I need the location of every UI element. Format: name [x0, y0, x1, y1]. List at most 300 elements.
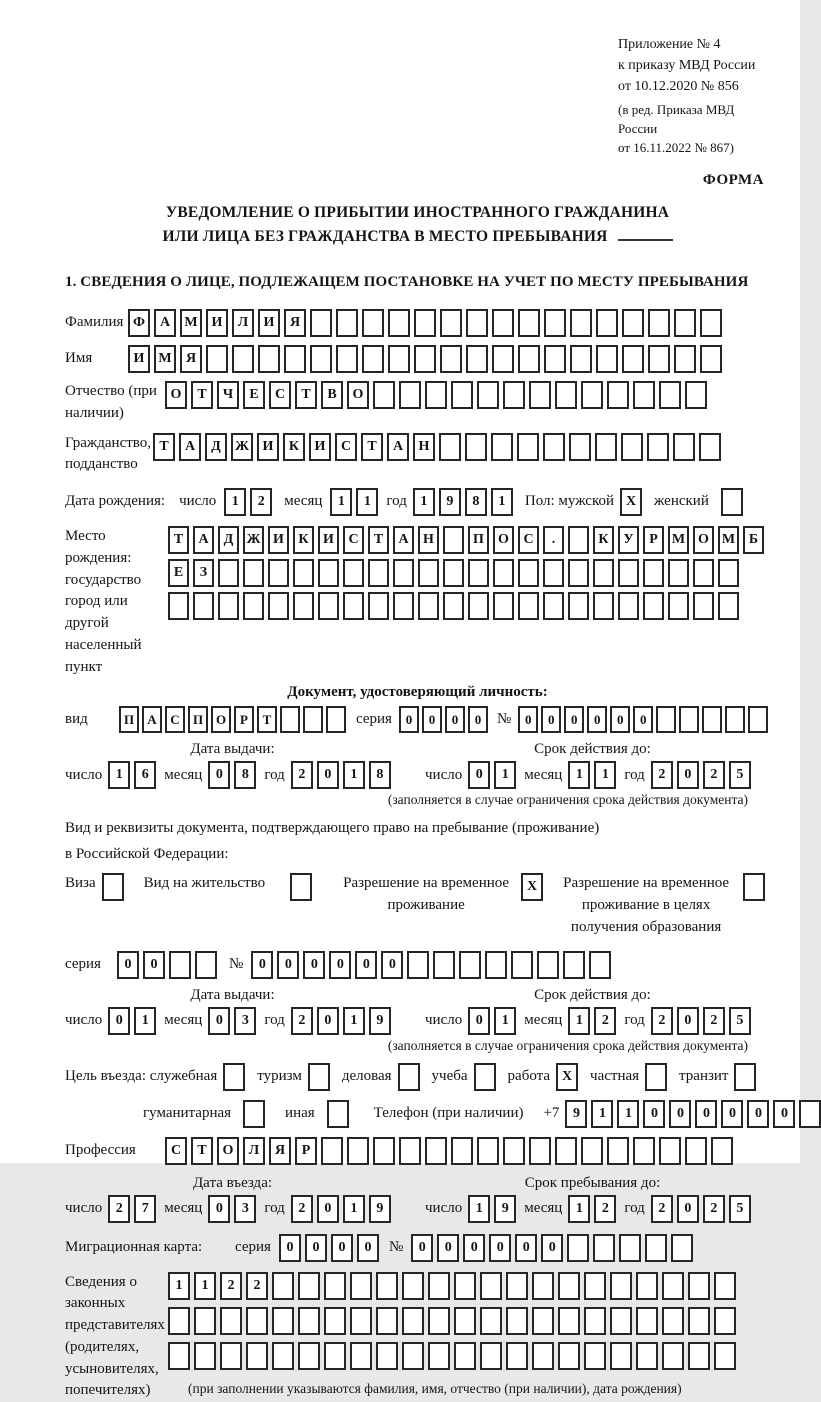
char-cell[interactable]: [659, 1137, 681, 1165]
char-cell[interactable]: [647, 433, 669, 461]
char-cell[interactable]: 1: [568, 1195, 590, 1223]
char-cell[interactable]: 0: [468, 706, 488, 733]
char-cell[interactable]: [451, 1137, 473, 1165]
purpose-tourism-checkbox[interactable]: [308, 1063, 330, 1091]
char-cell[interactable]: 1: [494, 761, 516, 789]
char-cell[interactable]: [555, 1137, 577, 1165]
char-cell[interactable]: [537, 951, 559, 979]
char-cell[interactable]: Д: [218, 526, 239, 554]
char-cell[interactable]: [218, 592, 239, 620]
char-cell[interactable]: [673, 433, 695, 461]
char-cell[interactable]: 0: [317, 761, 339, 789]
char-cell[interactable]: [662, 1307, 684, 1335]
char-cell[interactable]: 0: [422, 706, 442, 733]
char-cell[interactable]: 0: [695, 1100, 717, 1128]
char-cell[interactable]: [324, 1307, 346, 1335]
char-cell[interactable]: [407, 951, 429, 979]
char-cell[interactable]: [662, 1342, 684, 1370]
char-cell[interactable]: С: [269, 381, 291, 409]
char-cell[interactable]: [459, 951, 481, 979]
char-cell[interactable]: [596, 309, 618, 337]
char-cell[interactable]: [569, 433, 591, 461]
char-cell[interactable]: [668, 592, 689, 620]
char-cell[interactable]: [298, 1342, 320, 1370]
char-cell[interactable]: [584, 1342, 606, 1370]
char-cell[interactable]: [280, 706, 300, 733]
char-cell[interactable]: [368, 559, 389, 587]
migr-series-cells[interactable]: [279, 1234, 379, 1262]
char-cell[interactable]: [714, 1272, 736, 1300]
char-cell[interactable]: 1: [168, 1272, 190, 1300]
char-cell[interactable]: [618, 592, 639, 620]
temp-residence-checkbox[interactable]: [521, 873, 543, 901]
char-cell[interactable]: Т: [191, 381, 213, 409]
birth-day-cells[interactable]: [224, 488, 272, 516]
char-cell[interactable]: З: [193, 559, 214, 587]
char-cell[interactable]: [725, 706, 745, 733]
char-cell[interactable]: [327, 1100, 349, 1128]
char-cell[interactable]: [718, 559, 739, 587]
char-cell[interactable]: [659, 381, 681, 409]
purpose-other-checkbox[interactable]: [327, 1100, 349, 1128]
char-cell[interactable]: 0: [331, 1234, 353, 1262]
char-cell[interactable]: 0: [329, 951, 351, 979]
char-cell[interactable]: [414, 309, 436, 337]
char-cell[interactable]: 0: [463, 1234, 485, 1262]
char-cell[interactable]: [581, 381, 603, 409]
res-series-cells[interactable]: [117, 951, 217, 979]
char-cell[interactable]: [621, 433, 643, 461]
char-cell[interactable]: [506, 1342, 528, 1370]
char-cell[interactable]: О: [347, 381, 369, 409]
char-cell[interactable]: [428, 1342, 450, 1370]
char-cell[interactable]: [350, 1307, 372, 1335]
representatives-row3-cells[interactable]: [168, 1342, 736, 1370]
id-issue-day-cells[interactable]: [108, 761, 156, 789]
char-cell[interactable]: 7: [134, 1195, 156, 1223]
char-cell[interactable]: Т: [153, 433, 175, 461]
char-cell[interactable]: [518, 309, 540, 337]
res-expiry-day-cells[interactable]: [468, 1007, 516, 1035]
char-cell[interactable]: 2: [651, 1195, 673, 1223]
char-cell[interactable]: М: [180, 309, 202, 337]
char-cell[interactable]: [543, 592, 564, 620]
char-cell[interactable]: Ж: [231, 433, 253, 461]
char-cell[interactable]: Б: [743, 526, 764, 554]
char-cell[interactable]: [268, 592, 289, 620]
char-cell[interactable]: [347, 1137, 369, 1165]
char-cell[interactable]: 1: [108, 761, 130, 789]
char-cell[interactable]: [595, 433, 617, 461]
char-cell[interactable]: [268, 559, 289, 587]
char-cell[interactable]: [656, 706, 676, 733]
char-cell[interactable]: [532, 1272, 554, 1300]
entry-year-cells[interactable]: [291, 1195, 391, 1223]
char-cell[interactable]: [393, 592, 414, 620]
char-cell[interactable]: [529, 1137, 551, 1165]
char-cell[interactable]: 5: [729, 1195, 751, 1223]
char-cell[interactable]: И: [268, 526, 289, 554]
char-cell[interactable]: [633, 381, 655, 409]
char-cell[interactable]: Т: [191, 1137, 213, 1165]
char-cell[interactable]: [485, 951, 507, 979]
char-cell[interactable]: И: [128, 345, 150, 373]
profession-cells[interactable]: [165, 1137, 733, 1165]
char-cell[interactable]: [443, 559, 464, 587]
doc-type-cells[interactable]: [119, 706, 346, 733]
char-cell[interactable]: [454, 1342, 476, 1370]
char-cell[interactable]: [272, 1272, 294, 1300]
char-cell[interactable]: [206, 345, 228, 373]
char-cell[interactable]: 0: [518, 706, 538, 733]
char-cell[interactable]: Т: [295, 381, 317, 409]
char-cell[interactable]: [393, 559, 414, 587]
char-cell[interactable]: [362, 345, 384, 373]
char-cell[interactable]: [293, 559, 314, 587]
char-cell[interactable]: И: [318, 526, 339, 554]
char-cell[interactable]: [610, 1342, 632, 1370]
char-cell[interactable]: [674, 345, 696, 373]
char-cell[interactable]: 0: [381, 951, 403, 979]
char-cell[interactable]: [321, 1137, 343, 1165]
char-cell[interactable]: К: [283, 433, 305, 461]
char-cell[interactable]: С: [165, 706, 185, 733]
char-cell[interactable]: [418, 592, 439, 620]
char-cell[interactable]: 2: [703, 1007, 725, 1035]
char-cell[interactable]: [543, 559, 564, 587]
char-cell[interactable]: Т: [257, 706, 277, 733]
char-cell[interactable]: 2: [291, 1007, 313, 1035]
char-cell[interactable]: [584, 1272, 606, 1300]
char-cell[interactable]: [555, 381, 577, 409]
birthplace-row3-cells[interactable]: [168, 592, 764, 620]
char-cell[interactable]: 0: [317, 1007, 339, 1035]
char-cell[interactable]: [376, 1342, 398, 1370]
char-cell[interactable]: [688, 1272, 710, 1300]
char-cell[interactable]: 0: [677, 1007, 699, 1035]
char-cell[interactable]: 1: [134, 1007, 156, 1035]
char-cell[interactable]: [688, 1342, 710, 1370]
birthplace-row2-cells[interactable]: [168, 559, 764, 587]
char-cell[interactable]: [168, 592, 189, 620]
char-cell[interactable]: [272, 1342, 294, 1370]
char-cell[interactable]: [468, 592, 489, 620]
char-cell[interactable]: 0: [677, 761, 699, 789]
char-cell[interactable]: [645, 1063, 667, 1091]
char-cell[interactable]: [418, 559, 439, 587]
char-cell[interactable]: [619, 1234, 641, 1262]
char-cell[interactable]: [468, 559, 489, 587]
char-cell[interactable]: 2: [651, 761, 673, 789]
char-cell[interactable]: О: [165, 381, 187, 409]
char-cell[interactable]: [477, 381, 499, 409]
char-cell[interactable]: О: [217, 1137, 239, 1165]
char-cell[interactable]: [477, 1137, 499, 1165]
char-cell[interactable]: [220, 1307, 242, 1335]
char-cell[interactable]: [570, 345, 592, 373]
char-cell[interactable]: [466, 309, 488, 337]
char-cell[interactable]: 0: [208, 1195, 230, 1223]
char-cell[interactable]: [324, 1272, 346, 1300]
char-cell[interactable]: [428, 1272, 450, 1300]
char-cell[interactable]: [491, 433, 513, 461]
char-cell[interactable]: 6: [134, 761, 156, 789]
char-cell[interactable]: 0: [468, 1007, 490, 1035]
char-cell[interactable]: [440, 309, 462, 337]
char-cell[interactable]: [529, 381, 551, 409]
res-expiry-year-cells[interactable]: [651, 1007, 751, 1035]
char-cell[interactable]: 2: [108, 1195, 130, 1223]
char-cell[interactable]: [310, 309, 332, 337]
stay-year-cells[interactable]: [651, 1195, 751, 1223]
char-cell[interactable]: [376, 1272, 398, 1300]
char-cell[interactable]: Р: [234, 706, 254, 733]
char-cell[interactable]: С: [343, 526, 364, 554]
char-cell[interactable]: [440, 345, 462, 373]
temp-residence-edu-checkbox[interactable]: [743, 873, 765, 901]
char-cell[interactable]: [662, 1272, 684, 1300]
char-cell[interactable]: 9: [369, 1007, 391, 1035]
char-cell[interactable]: К: [593, 526, 614, 554]
char-cell[interactable]: 9: [565, 1100, 587, 1128]
char-cell[interactable]: [298, 1272, 320, 1300]
char-cell[interactable]: С: [518, 526, 539, 554]
char-cell[interactable]: И: [258, 309, 280, 337]
char-cell[interactable]: 0: [643, 1100, 665, 1128]
doc-number-cells[interactable]: [518, 706, 768, 733]
char-cell[interactable]: 5: [729, 761, 751, 789]
char-cell[interactable]: Ж: [243, 526, 264, 554]
id-expiry-day-cells[interactable]: [468, 761, 516, 789]
char-cell[interactable]: Я: [284, 309, 306, 337]
char-cell[interactable]: [246, 1307, 268, 1335]
char-cell[interactable]: [451, 381, 473, 409]
char-cell[interactable]: 5: [729, 1007, 751, 1035]
char-cell[interactable]: [518, 345, 540, 373]
char-cell[interactable]: 0: [399, 706, 419, 733]
char-cell[interactable]: [668, 559, 689, 587]
char-cell[interactable]: [443, 592, 464, 620]
char-cell[interactable]: Д: [205, 433, 227, 461]
char-cell[interactable]: 2: [703, 1195, 725, 1223]
char-cell[interactable]: .: [543, 526, 564, 554]
char-cell[interactable]: [218, 559, 239, 587]
res-issue-day-cells[interactable]: [108, 1007, 156, 1035]
char-cell[interactable]: [674, 309, 696, 337]
char-cell[interactable]: 0: [303, 951, 325, 979]
char-cell[interactable]: 1: [494, 1007, 516, 1035]
char-cell[interactable]: [532, 1307, 554, 1335]
char-cell[interactable]: [493, 559, 514, 587]
char-cell[interactable]: [232, 345, 254, 373]
char-cell[interactable]: [246, 1342, 268, 1370]
char-cell[interactable]: 0: [515, 1234, 537, 1262]
char-cell[interactable]: [373, 1137, 395, 1165]
char-cell[interactable]: [702, 706, 722, 733]
res-issue-year-cells[interactable]: [291, 1007, 391, 1035]
char-cell[interactable]: 2: [246, 1272, 268, 1300]
char-cell[interactable]: 0: [437, 1234, 459, 1262]
char-cell[interactable]: [402, 1307, 424, 1335]
char-cell[interactable]: Е: [243, 381, 265, 409]
char-cell[interactable]: М: [668, 526, 689, 554]
char-cell[interactable]: [518, 592, 539, 620]
char-cell[interactable]: [693, 559, 714, 587]
char-cell[interactable]: Т: [361, 433, 383, 461]
char-cell[interactable]: [688, 1307, 710, 1335]
char-cell[interactable]: 1: [617, 1100, 639, 1128]
char-cell[interactable]: [308, 1063, 330, 1091]
purpose-business-checkbox[interactable]: [398, 1063, 420, 1091]
char-cell[interactable]: 0: [489, 1234, 511, 1262]
char-cell[interactable]: [350, 1342, 372, 1370]
char-cell[interactable]: [558, 1342, 580, 1370]
char-cell[interactable]: [454, 1307, 476, 1335]
char-cell[interactable]: М: [718, 526, 739, 554]
char-cell[interactable]: 8: [465, 488, 487, 516]
char-cell[interactable]: 1: [468, 1195, 490, 1223]
char-cell[interactable]: В: [321, 381, 343, 409]
char-cell[interactable]: 9: [494, 1195, 516, 1223]
char-cell[interactable]: [743, 873, 765, 901]
char-cell[interactable]: [480, 1272, 502, 1300]
char-cell[interactable]: [388, 309, 410, 337]
char-cell[interactable]: Я: [269, 1137, 291, 1165]
char-cell[interactable]: 1: [194, 1272, 216, 1300]
res-issue-month-cells[interactable]: [208, 1007, 256, 1035]
residence-permit-checkbox[interactable]: [290, 873, 312, 901]
char-cell[interactable]: 2: [651, 1007, 673, 1035]
char-cell[interactable]: [298, 1307, 320, 1335]
char-cell[interactable]: [721, 488, 743, 516]
char-cell[interactable]: О: [211, 706, 231, 733]
char-cell[interactable]: [243, 592, 264, 620]
char-cell[interactable]: 2: [594, 1195, 616, 1223]
char-cell[interactable]: 3: [234, 1007, 256, 1035]
char-cell[interactable]: [622, 309, 644, 337]
stay-month-cells[interactable]: [568, 1195, 616, 1223]
char-cell[interactable]: [480, 1307, 502, 1335]
char-cell[interactable]: [558, 1272, 580, 1300]
char-cell[interactable]: [699, 433, 721, 461]
char-cell[interactable]: X: [620, 488, 642, 516]
char-cell[interactable]: С: [165, 1137, 187, 1165]
char-cell[interactable]: А: [393, 526, 414, 554]
surname-cells[interactable]: [128, 309, 722, 337]
char-cell[interactable]: [439, 433, 461, 461]
char-cell[interactable]: [168, 1307, 190, 1335]
char-cell[interactable]: М: [154, 345, 176, 373]
char-cell[interactable]: [324, 1342, 346, 1370]
char-cell[interactable]: [518, 559, 539, 587]
char-cell[interactable]: [622, 345, 644, 373]
char-cell[interactable]: [643, 592, 664, 620]
char-cell[interactable]: [610, 1272, 632, 1300]
char-cell[interactable]: [318, 559, 339, 587]
char-cell[interactable]: 0: [143, 951, 165, 979]
char-cell[interactable]: [243, 559, 264, 587]
char-cell[interactable]: 0: [208, 1007, 230, 1035]
char-cell[interactable]: 3: [234, 1195, 256, 1223]
char-cell[interactable]: [517, 433, 539, 461]
char-cell[interactable]: Ч: [217, 381, 239, 409]
char-cell[interactable]: [643, 559, 664, 587]
char-cell[interactable]: [195, 951, 217, 979]
char-cell[interactable]: Л: [243, 1137, 265, 1165]
char-cell[interactable]: [168, 1342, 190, 1370]
char-cell[interactable]: [414, 345, 436, 373]
char-cell[interactable]: [272, 1307, 294, 1335]
char-cell[interactable]: [474, 1063, 496, 1091]
char-cell[interactable]: 0: [251, 951, 273, 979]
char-cell[interactable]: 1: [491, 488, 513, 516]
char-cell[interactable]: [648, 309, 670, 337]
char-cell[interactable]: [343, 559, 364, 587]
char-cell[interactable]: [343, 592, 364, 620]
char-cell[interactable]: 8: [369, 761, 391, 789]
char-cell[interactable]: У: [618, 526, 639, 554]
char-cell[interactable]: 1: [356, 488, 378, 516]
char-cell[interactable]: 2: [250, 488, 272, 516]
char-cell[interactable]: [503, 1137, 525, 1165]
char-cell[interactable]: 2: [291, 1195, 313, 1223]
char-cell[interactable]: X: [521, 873, 543, 901]
char-cell[interactable]: П: [468, 526, 489, 554]
char-cell[interactable]: [645, 1234, 667, 1262]
char-cell[interactable]: 0: [669, 1100, 691, 1128]
purpose-private-checkbox[interactable]: [645, 1063, 667, 1091]
char-cell[interactable]: 1: [568, 1007, 590, 1035]
char-cell[interactable]: 0: [355, 951, 377, 979]
char-cell[interactable]: [633, 1137, 655, 1165]
char-cell[interactable]: 0: [445, 706, 465, 733]
char-cell[interactable]: Р: [643, 526, 664, 554]
char-cell[interactable]: 0: [541, 706, 561, 733]
char-cell[interactable]: А: [179, 433, 201, 461]
char-cell[interactable]: [648, 345, 670, 373]
entry-day-cells[interactable]: [108, 1195, 156, 1223]
char-cell[interactable]: [223, 1063, 245, 1091]
char-cell[interactable]: 1: [343, 1007, 365, 1035]
char-cell[interactable]: [593, 1234, 615, 1262]
birth-year-cells[interactable]: [413, 488, 513, 516]
char-cell[interactable]: 1: [343, 1195, 365, 1223]
char-cell[interactable]: [376, 1307, 398, 1335]
char-cell[interactable]: [258, 345, 280, 373]
char-cell[interactable]: 1: [594, 761, 616, 789]
char-cell[interactable]: 2: [594, 1007, 616, 1035]
phone-cells[interactable]: [565, 1100, 821, 1128]
char-cell[interactable]: [567, 1234, 589, 1262]
char-cell[interactable]: [169, 951, 191, 979]
representatives-row2-cells[interactable]: [168, 1307, 736, 1335]
char-cell[interactable]: [336, 309, 358, 337]
char-cell[interactable]: Р: [295, 1137, 317, 1165]
char-cell[interactable]: [685, 381, 707, 409]
char-cell[interactable]: 0: [317, 1195, 339, 1223]
char-cell[interactable]: [799, 1100, 821, 1128]
purpose-humanitarian-checkbox[interactable]: [243, 1100, 265, 1128]
char-cell[interactable]: [558, 1307, 580, 1335]
char-cell[interactable]: [607, 381, 629, 409]
char-cell[interactable]: [443, 526, 464, 554]
char-cell[interactable]: [350, 1272, 372, 1300]
id-expiry-month-cells[interactable]: [568, 761, 616, 789]
char-cell[interactable]: [492, 309, 514, 337]
char-cell[interactable]: [402, 1342, 424, 1370]
char-cell[interactable]: 9: [439, 488, 461, 516]
char-cell[interactable]: 0: [773, 1100, 795, 1128]
